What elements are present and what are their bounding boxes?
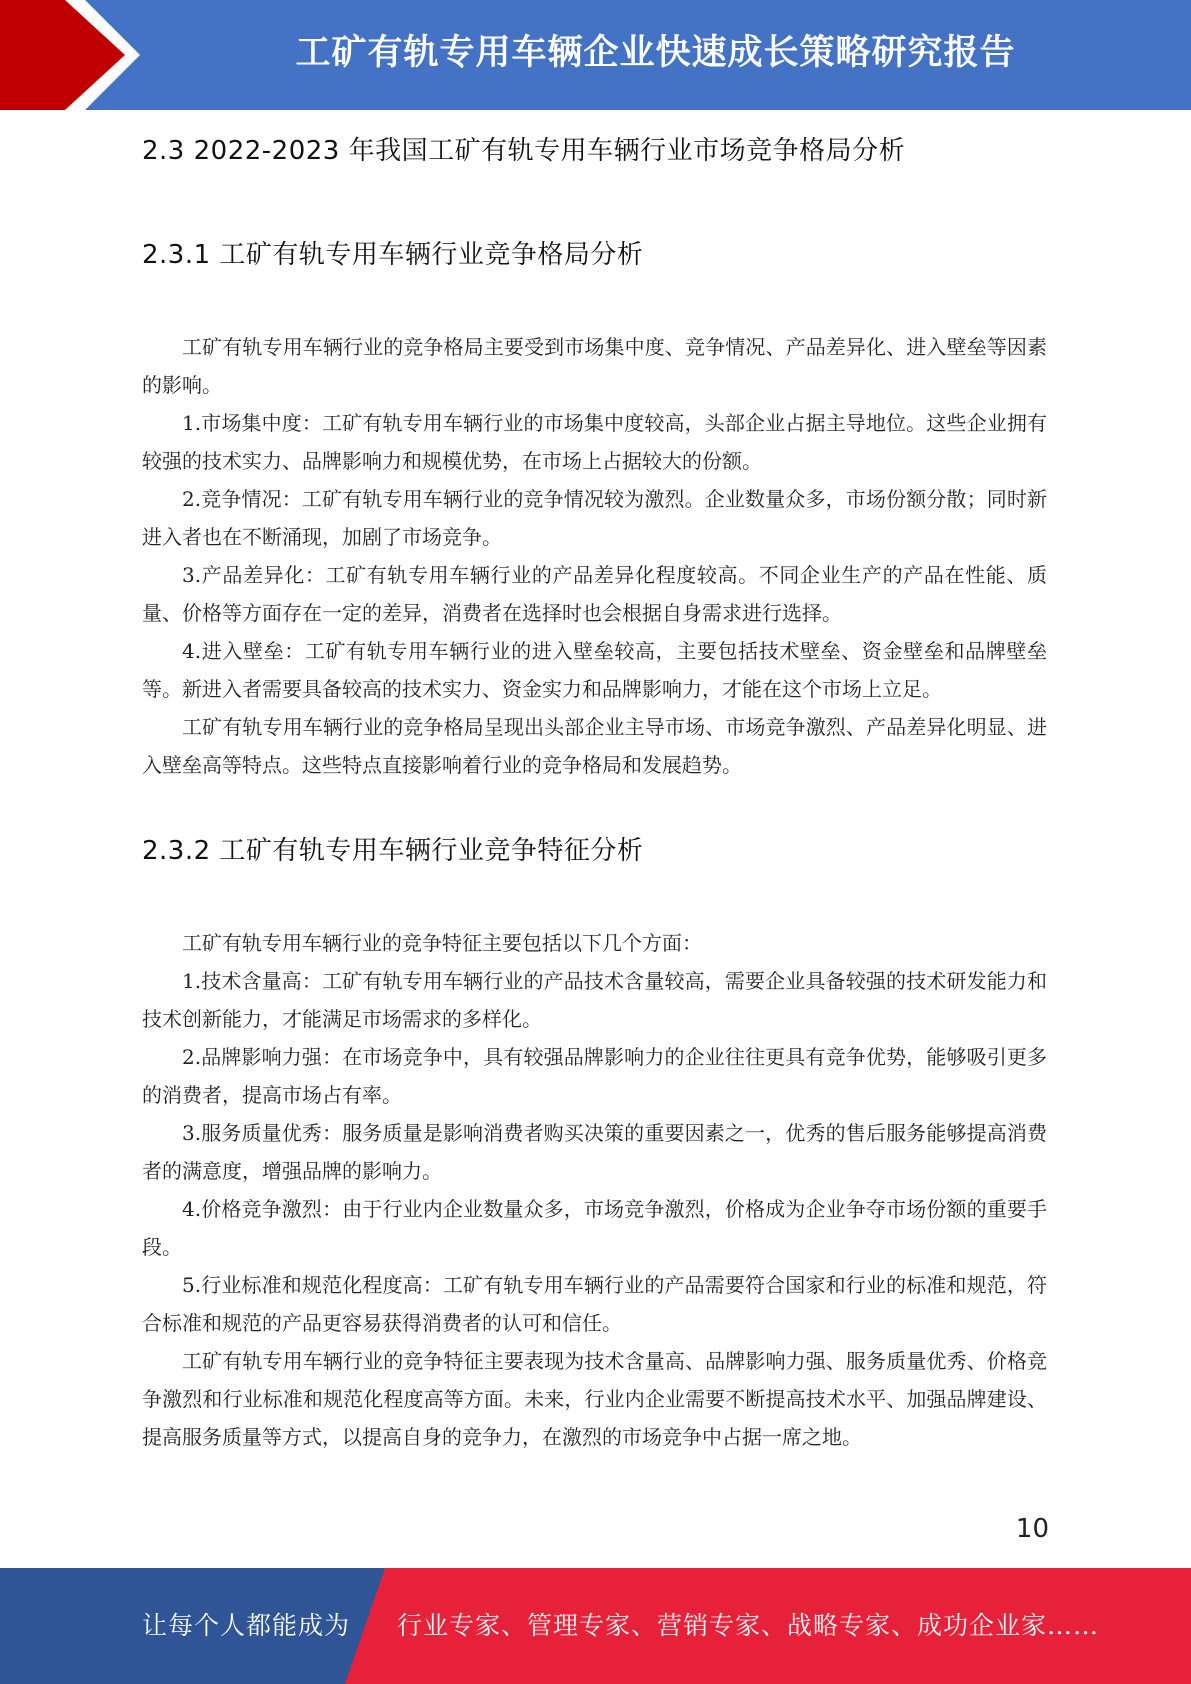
section-2-3-1-body xyxy=(142,328,1047,784)
header-arrow-decoration xyxy=(0,0,140,110)
section-2-3-2-body xyxy=(142,924,1047,1456)
page-number: 10 xyxy=(1015,1514,1049,1544)
footer-slogan-left: 让每个人都能成为 xyxy=(142,1611,351,1640)
paragraph: 工矿有轨专用车辆行业的竞争格局主要受到市场集中度、竞争情况、产品差异化、进入壁垒等因素的影响。 xyxy=(142,335,1047,397)
section-heading-2-3-1: 2.3.1 工矿有轨专用车辆行业竞争格局分析 xyxy=(142,240,644,270)
paragraph: 4.价格竞争激烈：由于行业内企业数量众多，市场竞争激烈，价格成为企业争夺市场份额的重要手段。 xyxy=(142,1197,1047,1259)
paragraph: 1.市场集中度：工矿有轨专用车辆行业的市场集中度较高，头部企业占据主导地位。这些企业拥有较强的技术实力、品牌影响力和规模优势，在市场上占据较大的份额。 xyxy=(142,411,1047,473)
paragraph: 2.竞争情况：工矿有轨专用车辆行业的竞争情况较为激烈。企业数量众多，市场份额分散；同时新进入者也在不断涌现，加剧了市场竞争。 xyxy=(142,487,1047,549)
paragraph: 工矿有轨专用车辆行业的竞争特征主要表现为技术含量高、品牌影响力强、服务质量优秀、价格竞争激烈和行业标准和规范化程度高等方面。未来，行业内企业需要不断提高技术水平、加强品牌建设、提高服务质量等方式，以提高自身的竞争力，在激烈的市场竞争中占据一席之地。 xyxy=(142,1349,1047,1449)
paragraph: 2.品牌影响力强：在市场竞争中，具有较强品牌影响力的企业往往更具有竞争优势，能够吸引更多的消费者，提高市场占有率。 xyxy=(142,1045,1047,1107)
paragraph: 工矿有轨专用车辆行业的竞争特征主要包括以下几个方面： xyxy=(182,931,702,955)
paragraph: 3.服务质量优秀：服务质量是影响消费者购买决策的重要因素之一，优秀的售后服务能够提高消费者的满意度，增强品牌的影响力。 xyxy=(142,1121,1047,1183)
header-title: 工矿有轨专用车辆企业快速成长策略研究报告 xyxy=(295,33,1016,73)
section-heading-2-3-2: 2.3.2 工矿有轨专用车辆行业竞争特征分析 xyxy=(142,836,644,866)
paragraph: 3.产品差异化：工矿有轨专用车辆行业的产品差异化程度较高。不同企业生产的产品在性能、质量、价格等方面存在一定的差异，消费者在选择时也会根据自身需求进行选择。 xyxy=(142,563,1047,625)
footer-slogan-right: 行业专家、管理专家、营销专家、战略专家、成功企业家…… xyxy=(397,1611,1100,1640)
section-heading-main: 2.3 2022-2023 年我国工矿有轨专用车辆行业市场竞争格局分析 xyxy=(142,136,906,166)
footer-banner xyxy=(0,1568,1191,1684)
paragraph: 1.技术含量高：工矿有轨专用车辆行业的产品技术含量较高，需要企业具备较强的技术研发能力和技术创新能力，才能满足市场需求的多样化。 xyxy=(142,969,1047,1031)
header-banner xyxy=(0,0,1191,110)
paragraph: 4.进入壁垒：工矿有轨专用车辆行业的进入壁垒较高，主要包括技术壁垒、资金壁垒和品牌壁垒等。新进入者需要具备较高的技术实力、资金实力和品牌影响力，才能在这个市场上立足。 xyxy=(142,639,1047,701)
paragraph: 5.行业标准和规范化程度高：工矿有轨专用车辆行业的产品需要符合国家和行业的标准和规范，符合标准和规范的产品更容易获得消费者的认可和信任。 xyxy=(142,1273,1047,1335)
paragraph: 工矿有轨专用车辆行业的竞争格局呈现出头部企业主导市场、市场竞争激烈、产品差异化明显、进入壁垒高等特点。这些特点直接影响着行业的竞争格局和发展趋势。 xyxy=(142,715,1047,777)
